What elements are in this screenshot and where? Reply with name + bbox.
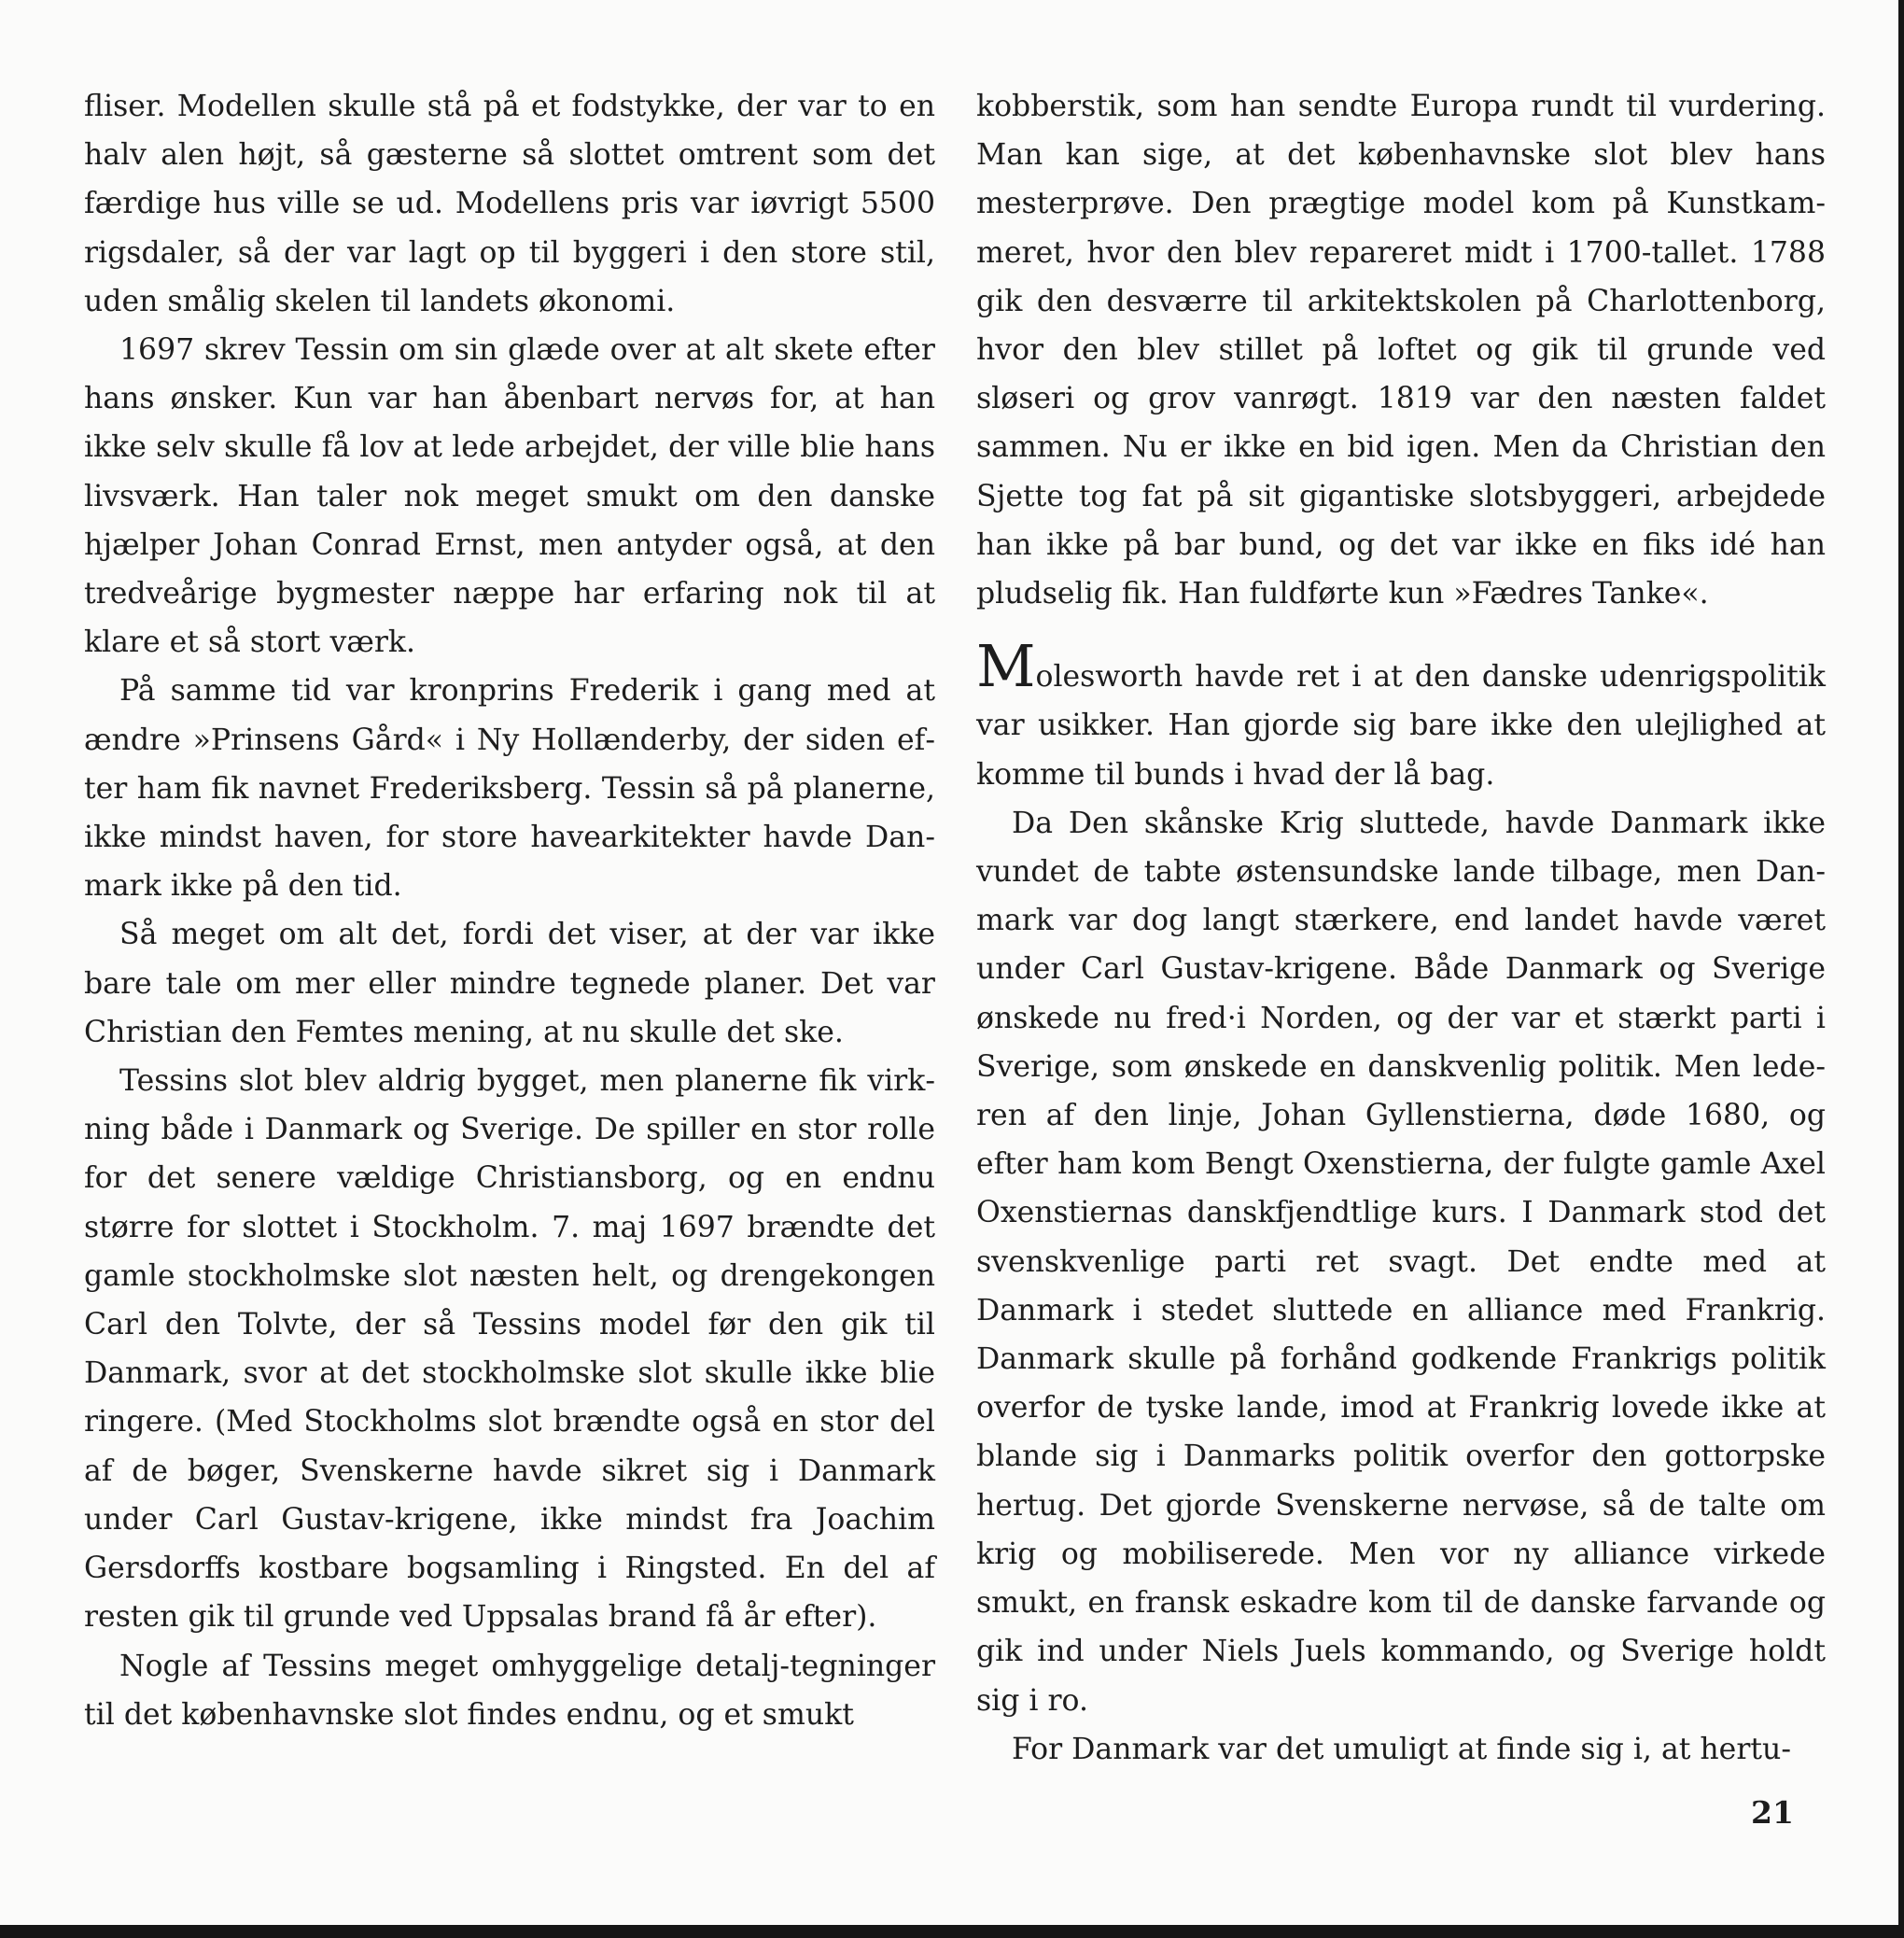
drop-cap: M — [976, 632, 1036, 701]
page-number: 21 — [1751, 1794, 1794, 1831]
left-paragraph-4: Så meget om alt det, fordi det viser, at der var ikke bare tale om mer eller mindre tegnede planer. Det var Christian den Femtes mening, at nu skulle det ske. — [84, 918, 935, 1049]
page-edge-bottom — [0, 1925, 1904, 1938]
left-column — [84, 82, 935, 1739]
left-paragraph-3: På samme tid var kronprins Frederik i gang med at ændre »Prinsens Gård« i Ny Hollænderby, der siden efter ham fik navnet Frederiksberg. Tessin så på planerne, ikke mindst haven, for store havearkitekter havde Danmark ikke på den tid. — [84, 674, 935, 904]
right-paragraph-2-text: olesworth havde ret i at den danske udenrigspolitik var usikker. Han gjorde sig bare ikke den ulejlighed at komme til bunds i hvad der lå bag. — [976, 660, 1826, 792]
right-paragraph-3: Da Den skånske Krig sluttede, havde Danmark ikke vundet de tabte østensundske lande tilbage, men Danmark var dog langt stærkere, end landet havde været under Carl Gustav-krigene. Både Danmark og Sverige ønskede nu fred·i Norden, og der var et stærkt parti i Sverige, som ønskede en danskvenlig politik. Men lederen af den linje, Johan Gyllenstierna, døde 1680, og efter ham kom Bengt Oxenstierna, der fulgte gamle Axel Oxenstiernas danskfjendtlige kurs. I Danmark stod det svenskvenlige parti ret svagt. Det endte med at Danmark i stedet sluttede en alliance med Frankrig. Danmark skulle på forhånd godkende Frankrigs politik overfor de tyske lande, imod at Frankrig lovede ikke at blande sig i Danmarks politik overfor den gottorpske hertug. Det gjorde Svenskerne nervøse, så de talte om krig og mobiliserede. Men vor ny alliance virkede smukt, en fransk eskadre kom til de danske farvande og gik ind under Niels Juels kommando, og Sverige holdt sig i ro. — [976, 806, 1826, 1718]
page-edge-right — [1898, 0, 1904, 1938]
left-paragraph-6: Nogle af Tessins meget omhyggelige detalj-tegninger til det københavnske slot findes endnu, og et smukt — [84, 1649, 935, 1732]
left-paragraph-5: Tessins slot blev aldrig bygget, men planerne fik virkning både i Danmark og Sverige. De spiller en stor rolle for det senere vældige Christiansborg, og en endnu større for slottet i Stockholm. 7. maj 1697 brændte det gamle stockholmske slot næsten helt, og drengekongen Carl den Tolvte, der så Tessins model før den gik til Danmark, svor at det stockholmske slot skulle ikke blie ringere. (Med Stockholms slot brændte også en stor del af de bøger, Svenskerne havde sikret sig i Danmark under Carl Gustav-krigene, ikke mindst fra Joachim Gersdorffs kostbare bogsamling i Ringsted. En del af resten gik til grunde ved Uppsalas brand få år efter). — [84, 1064, 935, 1635]
right-column — [976, 82, 1826, 1774]
right-paragraph-2 — [976, 632, 1826, 799]
left-paragraph-1: fliser. Modellen skulle stå på et fodstykke, der var to en halv alen højt, så gæsterne så slottet omtrent som det færdige hus ville se ud. Modellens pris var iøvrigt 5500 rigsdaler, så der var lagt op til byggeri i den store stil, uden smålig skelen til landets økonomi. — [84, 90, 935, 318]
left-paragraph-2: 1697 skrev Tessin om sin glæde over at alt skete efter hans ønsker. Kun var han åbenbart nervøs for, at han ikke selv skulle få lov at lede arbejdet, der ville blie hans livsværk. Han taler nok meget smukt om den danske hjælper Johan Conrad Ernst, men antyder også, at den tredveårige bygmester næppe har erfaring nok til at klare et så stort værk. — [84, 333, 935, 660]
right-paragraph-1: kobberstik, som han sendte Europa rundt til vurdering. Man kan sige, at det københavnske slot blev hans mesterprøve. Den prægtige model kom på Kunstkammeret, hvor den blev repareret midt i 1700-tallet. 1788 gik den desværre til arkitektskolen på Charlottenborg, hvor den blev stillet på loftet og gik til grunde ved sløseri og grov vanrøgt. 1819 var den næsten faldet sammen. Nu er ikke en bid igen. Men da Christian den Sjette tog fat på sit gigantiske slotsbyggeri, arbejdede han ikke på bar bund, og det var ikke en fiks idé han pludselig fik. Han fuldførte kun »Fædres Tanke«. — [976, 90, 1826, 611]
right-paragraph-4: For Danmark var det umuligt at finde sig i, at hertu- — [1012, 1732, 1791, 1766]
